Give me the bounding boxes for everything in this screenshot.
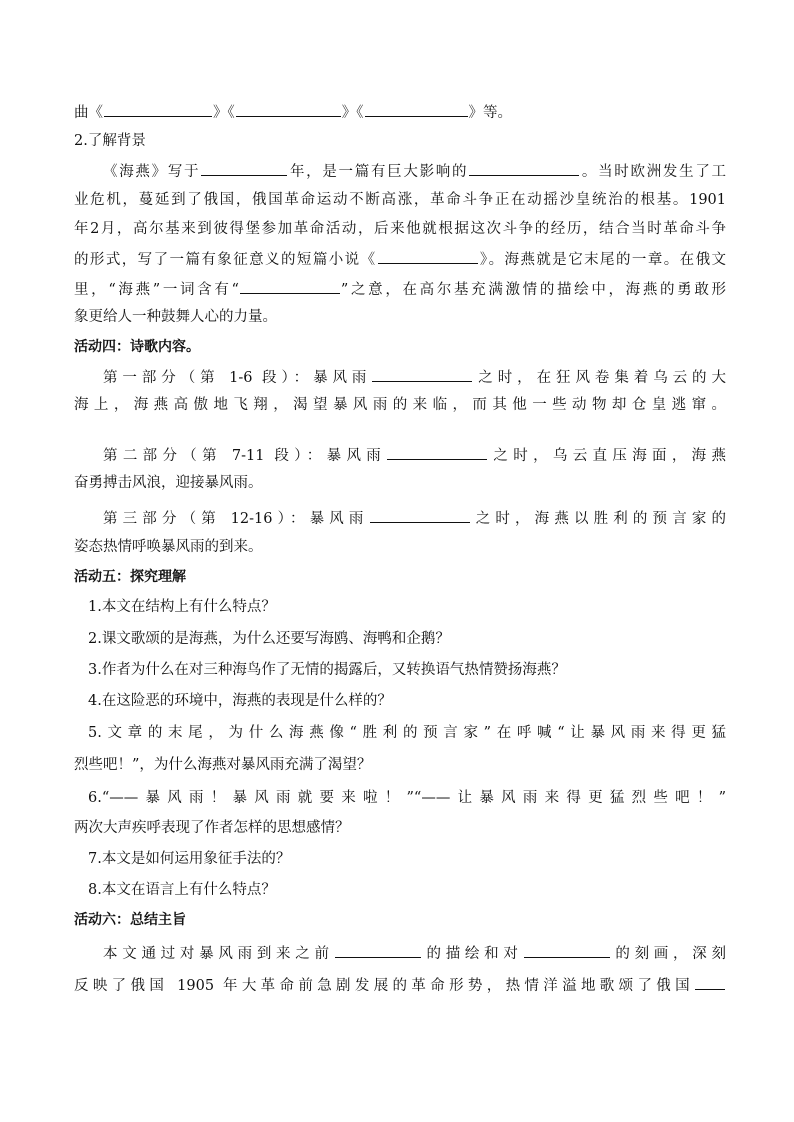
question-item-cont: 两次大声疾呼表现了作者怎样的思想感情？ [74, 820, 350, 836]
question-item: 3.作者为什么在对三种海鸟作了无情的揭露后，又转换语气热情赞扬海燕？ [88, 662, 566, 678]
blank-field[interactable] [104, 99, 212, 117]
blank-field[interactable] [201, 158, 287, 176]
activity-heading: 活动六：总结主旨 [74, 912, 186, 928]
blank-field[interactable] [524, 940, 610, 958]
blank-field[interactable] [469, 158, 579, 176]
question-item: 5.文章的末尾，为什么海燕像“胜利的预言家”在呼喊“让暴风雨来得更猛 [88, 725, 726, 741]
activity-heading: 活动四：诗歌内容。 [74, 339, 200, 355]
text-line: 奋勇搏击风浪，迎接暴风雨。 [74, 475, 263, 491]
blank-field[interactable] [378, 246, 478, 264]
blank-field[interactable] [240, 276, 340, 294]
text-line: 象更给人一种鼓舞人心的力量。 [74, 309, 277, 325]
text-line: 《海燕》写于 年，是一篇有巨大影响的 。当时欧洲发生了工 [103, 158, 726, 182]
question-item: 1.本文在结构上有什么特点？ [88, 599, 276, 615]
text-line: 的形式，写了一篇有象征意义的短篇小说《 》。海燕就是它末尾的一章。在俄文 [74, 246, 726, 270]
blank-field[interactable] [695, 972, 725, 990]
section-heading: 2.了解背景 [74, 133, 146, 149]
text-line: 第一部分（第 1-6 段）：暴风雨 之时，在狂风卷集着乌云的大 [103, 364, 726, 388]
question-item: 4.在这险恶的环境中，海燕的表现是什么样的？ [88, 693, 392, 709]
activity-heading: 活动五：探究理解 [74, 569, 186, 585]
question-item-cont: 烈些吧！”，为什么海燕对暴风雨充满了渴望？ [74, 757, 372, 773]
blank-field[interactable] [335, 940, 421, 958]
blank-field[interactable] [387, 442, 487, 460]
blank-field[interactable] [372, 364, 472, 382]
question-item: 6.“——暴风雨！暴风雨就要来啦！”“——让暴风雨来得更猛烈些吧！” [88, 790, 726, 806]
text-line: 第三部分（第 12-16）：暴风雨 之时，海燕以胜利的预言家的 [103, 505, 726, 529]
question-item: 2.课文歌颂的是海燕，为什么还要写海鸥、海鸭和企鹅？ [88, 631, 450, 647]
blank-field[interactable] [236, 99, 341, 117]
text-line: 年2月，高尔基来到彼得堡参加革命活动，后来他就根据这次斗争的经历，结合当时革命斗争 [74, 221, 726, 237]
text-line: 本文通过对暴风雨到来之前 的描绘和对 的刻画，深刻 [103, 940, 726, 964]
text-line: 反映了俄国 1905 年大革命前急剧发展的革命形势，热情洋溢地歌颂了俄国 [74, 972, 726, 996]
text-line: 海上，海燕高傲地飞翔，渴望暴风雨的来临，而其他一些动物却仓皇逃窜。 [74, 397, 726, 413]
text-line: 第二部分（第 7-11 段）：暴风雨 之时，乌云直压海面，海燕 [103, 442, 726, 466]
question-item: 8.本文在语言上有什么特点？ [88, 882, 276, 898]
question-item: 7.本文是如何运用象征手法的？ [88, 851, 291, 867]
blank-field[interactable] [370, 505, 470, 523]
blank-field[interactable] [365, 99, 468, 117]
text-line: 里，“海燕”一词含有“ ”之意，在高尔基充满激情的描绘中，海燕的勇敢形 [74, 276, 726, 300]
text-line: 姿态热情呼唤暴风雨的到来。 [74, 539, 263, 555]
text-line: 曲《 》《 》《 》等。 [74, 99, 726, 123]
text-line: 业危机，蔓延到了俄国，俄国革命运动不断高涨，革命斗争正在动摇沙皇统治的根基。1901 [74, 192, 726, 208]
